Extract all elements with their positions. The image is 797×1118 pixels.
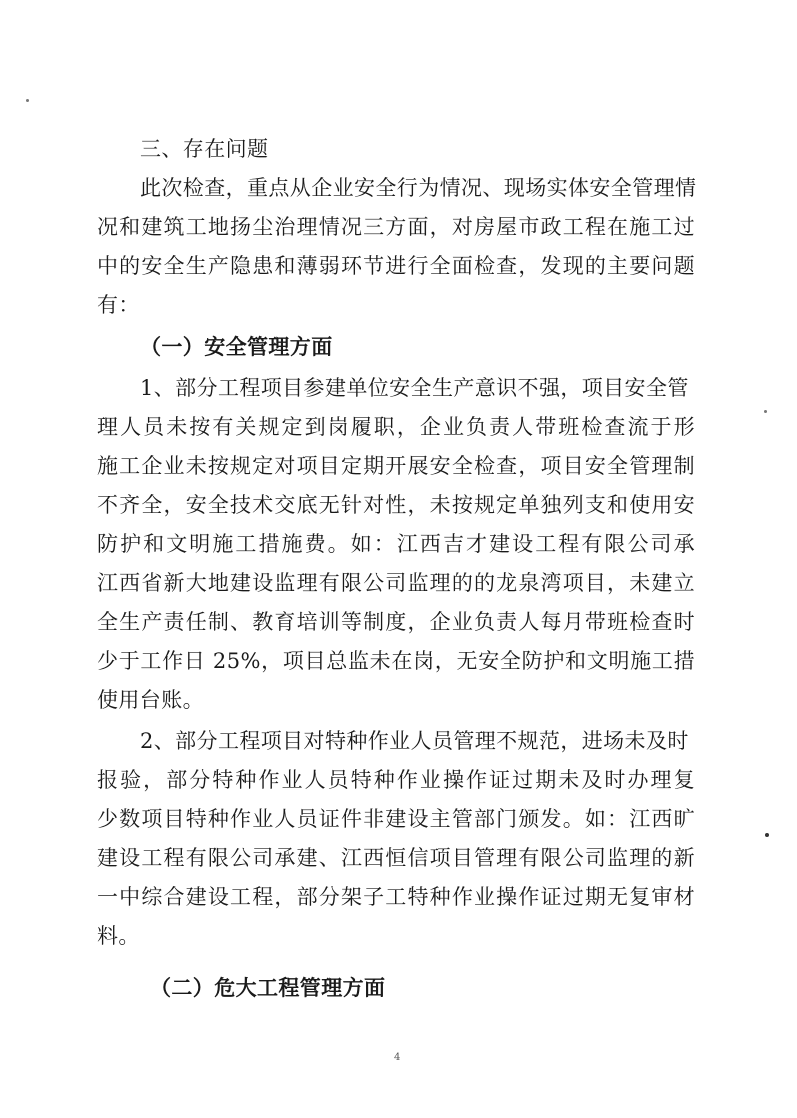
subsection-heading: （二）危大工程管理方面 — [150, 975, 386, 1000]
intro-line: 此次检查，重点从企业安全行为情况、现场实体安全管理情 — [140, 176, 697, 200]
subsection-heading: （一）安全管理方面 — [140, 334, 333, 359]
item-2-line: 报验，部分特种作业人员特种作业操作证过期未及时办理复 — [97, 768, 695, 792]
item-1-line: 防护和文明施工措施费。如：江西吉才建设工程有限公司承 — [97, 532, 695, 556]
scan-speck — [765, 833, 769, 837]
item-1-line: 全生产责任制、教育培训等制度，企业负责人每月带班检查时 — [97, 610, 695, 634]
item-2-line: 2、部分工程项目对特种作业人员管理不规范，进场未及时 — [140, 729, 689, 753]
item-1-line: 江西省新大地建设监理有限公司监理的的龙泉湾项目，未建立 — [97, 571, 695, 595]
intro-line: 有： — [97, 293, 140, 317]
item-1-line: 1、部分工程项目参建单位安全生产意识不强，项目安全管 — [140, 376, 689, 400]
item-1-line: 少于工作日 25%，项目总监未在岗，无安全防护和文明施工措 — [97, 649, 695, 673]
item-2-line: 料。 — [97, 924, 140, 948]
item-1-line: 使用台账。 — [97, 688, 204, 712]
item-1-line: 不齐全，安全技术交底无针对性，未按规定单独列支和使用安 — [97, 493, 695, 517]
intro-line: 况和建筑工地扬尘治理情况三方面，对房屋市政工程在施工过 — [97, 215, 695, 239]
item-2-line: 建设工程有限公司承建、江西恒信项目管理有限公司监理的新 — [97, 846, 695, 870]
scan-speck — [26, 99, 29, 102]
item-2-line: 少数项目特种作业人员证件非建设主管部门颁发。如：江西旷 — [97, 807, 695, 831]
item-2-line: 一中综合建设工程，部分架子工特种作业操作证过期无复审材 — [97, 885, 695, 909]
item-1-line: 施工企业未按规定对项目定期开展安全检查，项目安全管理制 — [97, 454, 695, 478]
section-heading: 三、存在问题 — [140, 137, 269, 161]
intro-line: 中的安全生产隐患和薄弱环节进行全面检查，发现的主要问题 — [97, 254, 695, 278]
item-1-line: 理人员未按有关规定到岗履职，企业负责人带班检查流于形 — [97, 415, 695, 439]
page-number: 4 — [394, 1052, 401, 1063]
scan-speck — [764, 410, 767, 413]
